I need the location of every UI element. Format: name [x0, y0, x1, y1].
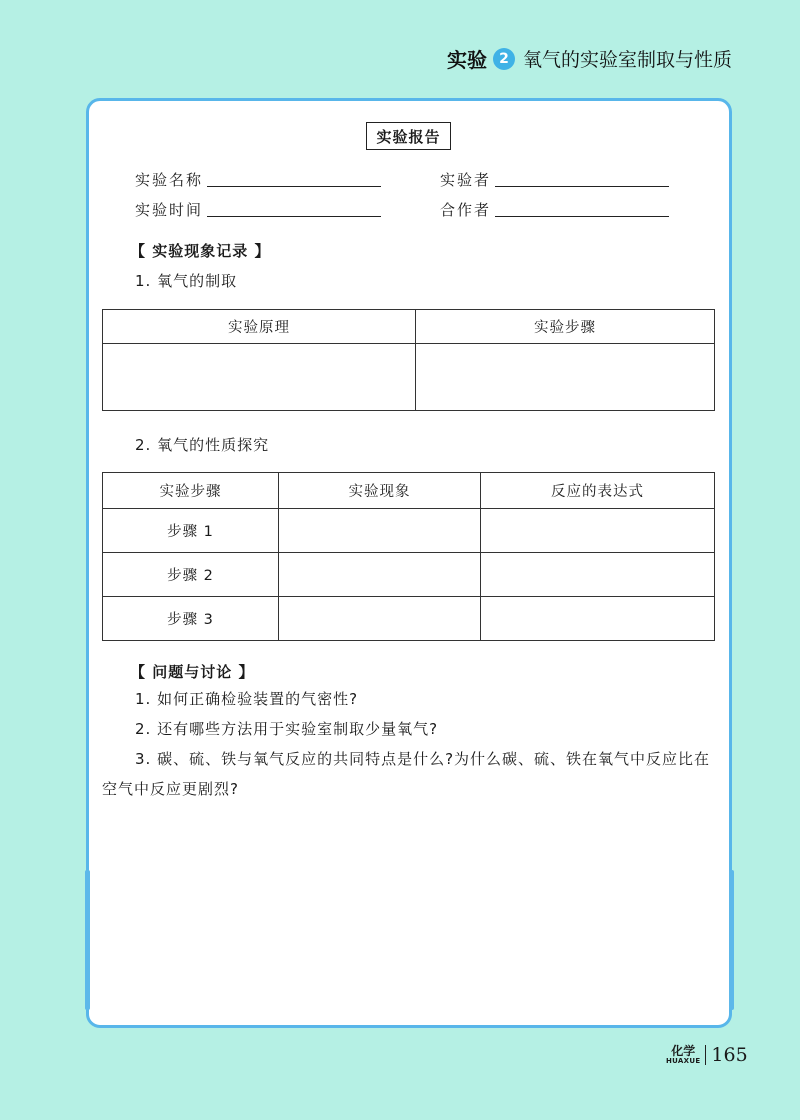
- subject-cn: 化学: [671, 1044, 696, 1058]
- header-phenomenon: 实验现象: [279, 473, 481, 509]
- expression-cell[interactable]: [481, 509, 715, 553]
- part1-title: 1. 氧气的制取: [135, 272, 238, 290]
- header-label: 实验: [446, 48, 487, 72]
- step-label: 步骤 1: [103, 509, 279, 553]
- part2-title: 2. 氧气的性质探究: [135, 436, 270, 454]
- experiment-time-blank[interactable]: [207, 216, 381, 217]
- header-principle: 实验原理: [103, 310, 416, 344]
- header-expression: 反应的表达式: [481, 473, 715, 509]
- subject-mark: [666, 1045, 706, 1065]
- step-label: 步骤 2: [103, 553, 279, 597]
- page-footer: [666, 1044, 748, 1066]
- phenomenon-cell[interactable]: [279, 553, 481, 597]
- experiment-time-field: [135, 198, 381, 220]
- phenomenon-cell[interactable]: [279, 597, 481, 641]
- principle-cell[interactable]: [103, 344, 416, 411]
- question-2: 2. 还有哪些方法用于实验室制取少量氧气?: [135, 720, 439, 738]
- question-1: 1. 如何正确检验装置的气密性?: [135, 690, 359, 708]
- expression-cell[interactable]: [481, 597, 715, 641]
- experiment-name-label: 实验名称: [135, 171, 204, 189]
- phenomenon-cell[interactable]: [279, 509, 481, 553]
- partner-blank[interactable]: [495, 216, 669, 217]
- experiment-time-label: 实验时间: [135, 201, 204, 219]
- experimenter-field: [440, 168, 669, 190]
- records-section-title: 【 实验现象记录 】: [130, 242, 271, 260]
- table-row: [103, 553, 715, 597]
- experiment-name-field: [135, 168, 381, 190]
- header-steps: 实验步骤: [416, 310, 715, 344]
- steps-cell[interactable]: [416, 344, 715, 411]
- page-number: 165: [711, 1044, 748, 1066]
- experiment-number-badge: 2: [493, 48, 515, 70]
- header-step: 实验步骤: [103, 473, 279, 509]
- report-title: 实验报告: [366, 122, 451, 150]
- table-row: [103, 597, 715, 641]
- table-row: [103, 509, 715, 553]
- step-label: 步骤 3: [103, 597, 279, 641]
- header-title: 氧气的实验室制取与性质: [522, 49, 732, 71]
- partner-field: [440, 198, 669, 220]
- card-edge-right: [729, 870, 734, 1010]
- experimenter-label: 实验者: [440, 171, 492, 189]
- card-edge-left: [85, 870, 90, 1010]
- experiment-name-blank[interactable]: [207, 186, 381, 187]
- question-3: 3. 碳、硫、铁与氧气反应的共同特点是什么?为什么碳、硫、铁在氧气中反应比在空气中反应更剧烈?: [102, 750, 711, 798]
- subject-pinyin: HUAXUE: [666, 1057, 701, 1065]
- experimenter-blank[interactable]: [495, 186, 669, 187]
- page-header: [447, 44, 732, 73]
- partner-label: 合作者: [440, 201, 492, 219]
- expression-cell[interactable]: [481, 553, 715, 597]
- oxygen-preparation-table: [102, 309, 715, 411]
- oxygen-properties-table: [102, 472, 715, 641]
- discussion-section-title: 【 问题与讨论 】: [130, 663, 255, 681]
